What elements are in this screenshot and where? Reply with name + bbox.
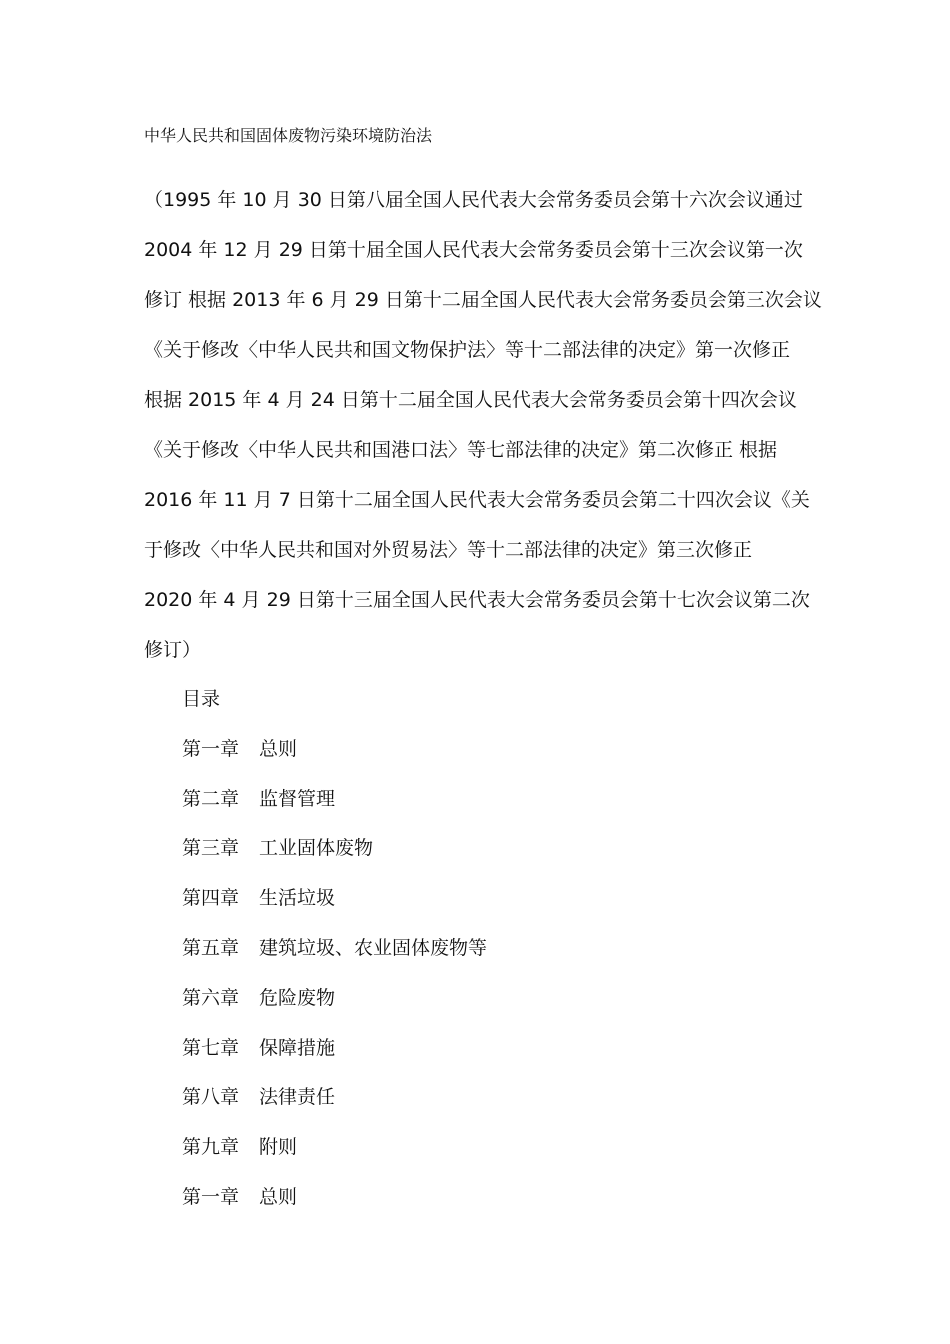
section-heading (182, 1182, 782, 1232)
chapter-name: 保障措施 (259, 1036, 336, 1059)
chapter-number: 第二章 (182, 787, 240, 810)
toc-item (182, 1132, 782, 1182)
preamble-line: 2016 年 11 月 7 日第十二届全国人民代表大会常务委员会第二十四次会议《关 (144, 489, 810, 511)
table-of-contents (182, 684, 782, 1232)
toc-item (182, 983, 782, 1033)
toc-item (182, 1033, 782, 1083)
chapter-name: 工业固体废物 (259, 837, 374, 860)
chapter-number: 第九章 (182, 1136, 240, 1159)
section-chapter-name: 总则 (259, 1185, 298, 1208)
chapter-number: 第六章 (182, 986, 240, 1009)
toc-item (182, 784, 782, 834)
chapter-number: 第四章 (182, 887, 240, 910)
chapter-name: 附则 (259, 1136, 298, 1159)
toc-item (182, 833, 782, 883)
chapter-name: 法律责任 (259, 1086, 336, 1109)
preamble-line: 修订 根据 2013 年 6 月 29 日第十二届全国人民代表大会常务委员会第三次会议 (144, 289, 822, 311)
document-title: 中华人民共和国固体废物污染环境防治法 (144, 126, 433, 145)
chapter-name: 危险废物 (259, 986, 336, 1009)
preamble-line: 2004 年 12 月 29 日第十届全国人民代表大会常务委员会第十三次会议第一次 (144, 239, 803, 261)
chapter-name: 总则 (259, 737, 298, 760)
toc-item (182, 883, 782, 933)
chapter-name: 生活垃圾 (259, 887, 336, 910)
preamble (144, 185, 824, 685)
toc-item (182, 734, 782, 784)
toc-heading: 目录 (182, 688, 221, 710)
preamble-line: 《关于修改〈中华人民共和国文物保护法〉等十二部法律的决定》第一次修正 (144, 339, 791, 361)
preamble-line: 2020 年 4 月 29 日第十三届全国人民代表大会常务委员会第十七次会议第二次 (144, 589, 810, 611)
preamble-line: 修订） (144, 639, 202, 661)
preamble-line: （1995 年 10 月 30 日第八届全国人民代表大会常务委员会第十六次会议通过 (144, 189, 803, 211)
chapter-number: 第八章 (182, 1086, 240, 1109)
chapter-number: 第三章 (182, 837, 240, 860)
toc-item (182, 933, 782, 983)
chapter-number: 第五章 (182, 936, 240, 959)
chapter-number: 第七章 (182, 1036, 240, 1059)
chapter-name: 监督管理 (259, 787, 336, 810)
section-chapter-number: 第一章 (182, 1185, 240, 1208)
chapter-number: 第一章 (182, 737, 240, 760)
preamble-line: 《关于修改〈中华人民共和国港口法〉等七部法律的决定》第二次修正 根据 (144, 439, 778, 461)
preamble-line: 于修改〈中华人民共和国对外贸易法〉等十二部法律的决定》第三次修正 (144, 539, 753, 561)
toc-item (182, 1082, 782, 1132)
preamble-line: 根据 2015 年 4 月 24 日第十二届全国人民代表大会常务委员会第十四次会议 (144, 389, 797, 411)
chapter-name: 建筑垃圾、农业固体废物等 (259, 936, 488, 959)
